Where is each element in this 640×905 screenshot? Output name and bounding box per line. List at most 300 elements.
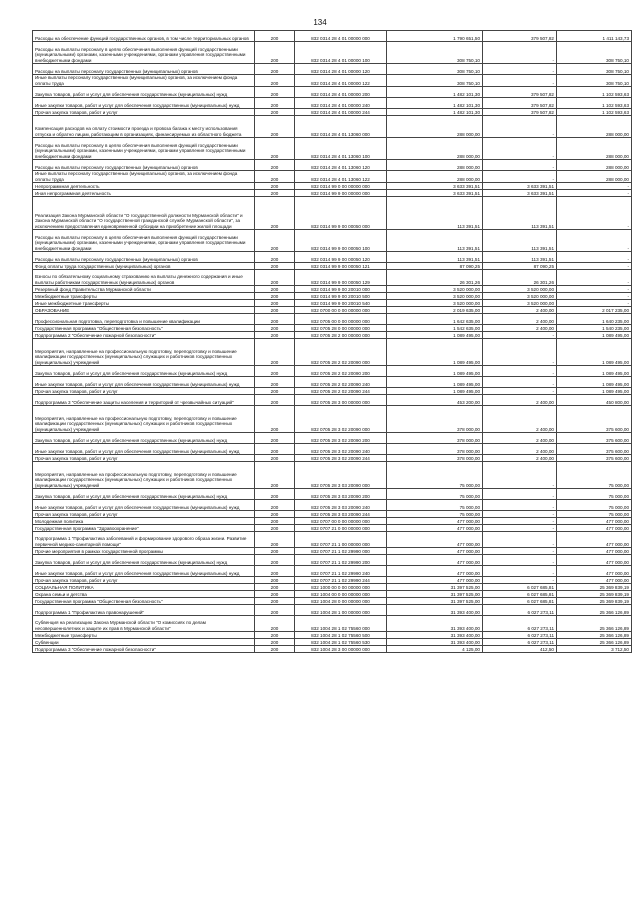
row-executed-amount: - — [483, 500, 557, 511]
row-name: СОЦИАЛЬНАЯ ПОЛИТИКА — [33, 584, 255, 591]
row-unexecuted-amount: - — [557, 230, 632, 252]
row-classifier-code: 832 0314 99 9 00 20010 540 — [295, 300, 387, 307]
row-classifier-code: 832 0314 28 4 01 13060 122 — [295, 171, 387, 183]
row-name: Иные закупки товаров, работ и услуг для обеспечения государственных (муниципальных) нужд — [33, 98, 255, 109]
row-code: 200 — [255, 406, 295, 433]
table-row — [33, 455, 632, 462]
table-row — [33, 555, 632, 566]
row-name: Межбюджетные трансферты — [33, 632, 255, 639]
row-approved-amount: 1 542 635,00 — [387, 325, 483, 332]
row-code: 200 — [255, 31, 295, 42]
row-code: 200 — [255, 87, 295, 98]
row-code: 200 — [255, 230, 295, 252]
row-name: Иная непрограммная деятельность — [33, 190, 255, 197]
row-classifier-code: 832 0314 28 4 01 00000 200 — [295, 87, 387, 98]
row-classifier-code: 832 0707 21 1 00 00000 000 — [295, 532, 387, 548]
table-row — [33, 566, 632, 577]
row-name: Расходы на выплаты персоналу в целях обеспечения выполнения функций государственными (муниципальными) органами, казенными учреждениями, органами управления государственными внебюджетными фондами — [33, 230, 255, 252]
row-unexecuted-amount: 1 102 593,63 — [557, 109, 632, 116]
row-code: 200 — [255, 171, 295, 183]
row-approved-amount: 1 089 495,00 — [387, 339, 483, 366]
row-unexecuted-amount: 477 000,00 — [557, 548, 632, 555]
row-classifier-code: 832 0314 99 9 00 00050 121 — [295, 263, 387, 270]
row-unexecuted-amount: 1 411 143,73 — [557, 31, 632, 42]
row-classifier-code: 832 0314 28 4 01 00000 120 — [295, 64, 387, 75]
budget-execution-table — [32, 30, 632, 653]
row-approved-amount: 31 393 400,00 — [387, 605, 483, 616]
table-row — [33, 31, 632, 42]
row-code: 200 — [255, 511, 295, 518]
row-executed-amount: - — [483, 548, 557, 555]
row-approved-amount: 477 000,00 — [387, 566, 483, 577]
table-row — [33, 98, 632, 109]
row-code: 200 — [255, 616, 295, 632]
table-row — [33, 160, 632, 171]
table-row — [33, 377, 632, 388]
table-row — [33, 532, 632, 548]
row-classifier-code: 832 0314 28 4 01 00000 000 — [295, 31, 387, 42]
table-row — [33, 286, 632, 293]
row-classifier-code: 832 0705 28 3 02 20090 000 — [295, 406, 387, 433]
row-code: 200 — [255, 98, 295, 109]
row-classifier-code: 832 0707 21 1 02 29990 200 — [295, 555, 387, 566]
row-executed-amount: - — [483, 42, 557, 64]
row-approved-amount: 378 000,00 — [387, 444, 483, 455]
row-name: Иные закупки товаров, работ и услуг для обеспечения государственных (муниципальных) нужд — [33, 566, 255, 577]
row-classifier-code: 832 0314 99 9 00 00050 120 — [295, 252, 387, 263]
table-row — [33, 263, 632, 270]
row-name: Реализация Закона Мурманской области "О государственной должности Мурманской области" и Закона Мурманской области "О государственной гражданской службе Мурманской области", за исключением предоставления единовременной субсидии на приобретение жилой площади — [33, 197, 255, 230]
row-name: Иные закупки товаров, работ и услуг для обеспечения государственных (муниципальных) нужд — [33, 500, 255, 511]
row-unexecuted-amount: 25 366 126,89 — [557, 616, 632, 632]
row-code: 200 — [255, 377, 295, 388]
row-unexecuted-amount: - — [557, 263, 632, 270]
row-code: 200 — [255, 584, 295, 591]
table-row — [33, 314, 632, 325]
row-executed-amount: 2 400,00 — [483, 406, 557, 433]
row-classifier-code: 832 0314 99 9 00 20010 500 — [295, 293, 387, 300]
row-classifier-code: 832 0314 99 0 00 00000 000 — [295, 183, 387, 190]
row-classifier-code: 832 0314 28 4 01 13060 120 — [295, 160, 387, 171]
row-unexecuted-amount: 25 369 839,19 — [557, 584, 632, 591]
row-approved-amount: 2 019 635,00 — [387, 307, 483, 314]
row-code: 200 — [255, 307, 295, 314]
row-approved-amount: 3 520 000,00 — [387, 300, 483, 307]
row-unexecuted-amount: 477 000,00 — [557, 525, 632, 532]
row-unexecuted-amount: 308 750,10 — [557, 42, 632, 64]
row-unexecuted-amount: 25 366 126,89 — [557, 639, 632, 646]
row-unexecuted-amount: - — [557, 252, 632, 263]
table-row — [33, 598, 632, 605]
row-name: Молодежная политика — [33, 518, 255, 525]
row-approved-amount: 308 750,10 — [387, 75, 483, 87]
row-code: 200 — [255, 591, 295, 598]
row-approved-amount: 31 393 400,00 — [387, 616, 483, 632]
table-row — [33, 646, 632, 653]
row-classifier-code: 832 0705 28 3 03 20090 240 — [295, 500, 387, 511]
row-executed-amount: - — [483, 377, 557, 388]
row-approved-amount: 4 125,00 — [387, 646, 483, 653]
row-code: 200 — [255, 109, 295, 116]
row-unexecuted-amount: - — [557, 197, 632, 230]
row-classifier-code: 832 0705 28 3 02 20090 240 — [295, 444, 387, 455]
table-row — [33, 270, 632, 286]
table-row — [33, 197, 632, 230]
row-classifier-code: 832 0705 28 2 02 20090 000 — [295, 339, 387, 366]
row-name: Иные межбюджетные трансферты — [33, 300, 255, 307]
table-row — [33, 300, 632, 307]
row-unexecuted-amount: - — [557, 300, 632, 307]
row-code: 200 — [255, 500, 295, 511]
row-code: 200 — [255, 532, 295, 548]
row-code: 200 — [255, 252, 295, 263]
table-row — [33, 87, 632, 98]
row-classifier-code: 832 1000 00 0 00 00000 000 — [295, 584, 387, 591]
row-name: Прочая закупка товаров, работ и услуг — [33, 511, 255, 518]
row-approved-amount: 87 090,25 — [387, 263, 483, 270]
row-name: Государственная программа "Здравоохранение" — [33, 525, 255, 532]
row-unexecuted-amount: 1 540 235,00 — [557, 325, 632, 332]
row-executed-amount: - — [483, 577, 557, 584]
row-code: 200 — [255, 598, 295, 605]
row-executed-amount: 2 400,00 — [483, 444, 557, 455]
row-unexecuted-amount: - — [557, 293, 632, 300]
table-row — [33, 171, 632, 183]
row-executed-amount: - — [483, 171, 557, 183]
row-classifier-code: 832 0707 00 0 00 00000 000 — [295, 518, 387, 525]
row-name: Субвенции — [33, 639, 255, 646]
row-approved-amount: 288 000,00 — [387, 116, 483, 138]
row-classifier-code: 832 0314 28 4 01 00000 244 — [295, 109, 387, 116]
row-unexecuted-amount: 477 000,00 — [557, 518, 632, 525]
row-executed-amount: 3 633 391,51 — [483, 190, 557, 197]
row-executed-amount: - — [483, 75, 557, 87]
row-approved-amount: 477 000,00 — [387, 577, 483, 584]
row-name: Расходы на выплаты персоналу государственных (муниципальных) органов — [33, 252, 255, 263]
row-executed-amount: - — [483, 339, 557, 366]
row-executed-amount: 113 391,51 — [483, 252, 557, 263]
row-approved-amount: 308 750,10 — [387, 64, 483, 75]
row-classifier-code: 832 1004 28 0 00 00000 000 — [295, 598, 387, 605]
table-row — [33, 332, 632, 339]
row-code: 200 — [255, 646, 295, 653]
row-executed-amount: 6 027 685,81 — [483, 584, 557, 591]
row-code: 200 — [255, 455, 295, 462]
row-classifier-code: 832 0314 99 9 00 00000 000 — [295, 190, 387, 197]
row-name: Субвенция на реализацию Закона Мурманской области "О комиссиях по делам несовершеннолетних и защите их прав в Мурманской области" — [33, 616, 255, 632]
row-unexecuted-amount: 450 800,00 — [557, 395, 632, 406]
row-classifier-code: 832 0314 28 4 01 00000 240 — [295, 98, 387, 109]
row-executed-amount: - — [483, 511, 557, 518]
table-row — [33, 42, 632, 64]
row-code: 200 — [255, 42, 295, 64]
table-row — [33, 511, 632, 518]
row-code: 200 — [255, 462, 295, 489]
row-executed-amount: 113 391,51 — [483, 230, 557, 252]
row-executed-amount: 26 301,26 — [483, 270, 557, 286]
table-row — [33, 109, 632, 116]
row-unexecuted-amount: 25 366 126,89 — [557, 632, 632, 639]
row-name: Прочая закупка товаров, работ и услуг — [33, 109, 255, 116]
row-executed-amount: 3 520 000,00 — [483, 300, 557, 307]
row-code: 200 — [255, 489, 295, 500]
table-row — [33, 639, 632, 646]
row-code: 200 — [255, 444, 295, 455]
table-row — [33, 518, 632, 525]
row-unexecuted-amount: 1 089 495,00 — [557, 339, 632, 366]
row-unexecuted-amount: 3 712,50 — [557, 646, 632, 653]
row-name: Закупка товаров, работ и услуг для обеспечения государственных (муниципальных) нужд — [33, 433, 255, 444]
row-name: Взносы по обязательному социальному страхованию на выплаты денежного содержания и иные выплаты работникам государственных (муниципальных) органов — [33, 270, 255, 286]
row-code: 200 — [255, 332, 295, 339]
row-executed-amount: 2 400,00 — [483, 433, 557, 444]
row-code: 200 — [255, 325, 295, 332]
row-unexecuted-amount: 75 000,00 — [557, 511, 632, 518]
row-name: Государственная программа "Общественная безопасность" — [33, 598, 255, 605]
row-name: Государственная программа "Общественная безопасность" — [33, 325, 255, 332]
row-executed-amount: 2 400,00 — [483, 307, 557, 314]
row-executed-amount: 379 507,82 — [483, 109, 557, 116]
row-classifier-code: 832 1004 28 1 00 00000 000 — [295, 605, 387, 616]
row-executed-amount: 6 027 685,81 — [483, 598, 557, 605]
page-number: 134 — [313, 18, 327, 27]
table-row — [33, 433, 632, 444]
row-name: Иные выплаты персоналу государственных (муниципальных) органов, за исключением фонда оплаты труда — [33, 75, 255, 87]
table-row — [33, 252, 632, 263]
table-row — [33, 293, 632, 300]
row-executed-amount: 2 400,00 — [483, 325, 557, 332]
row-unexecuted-amount: 288 000,00 — [557, 160, 632, 171]
row-name: Расходы на выплаты персоналу в целях обеспечения выполнения функций государственными (муниципальными) органами, казенными учреждениями, органами управления государственными внебюджетными фондами — [33, 138, 255, 160]
row-code: 200 — [255, 555, 295, 566]
table-row — [33, 489, 632, 500]
row-code: 200 — [255, 75, 295, 87]
row-executed-amount: 113 391,51 — [483, 197, 557, 230]
row-unexecuted-amount: - — [557, 183, 632, 190]
row-classifier-code: 832 0314 28 4 01 13060 000 — [295, 116, 387, 138]
row-approved-amount: 308 750,10 — [387, 42, 483, 64]
row-executed-amount: - — [483, 518, 557, 525]
row-classifier-code: 832 0705 00 0 00 00000 000 — [295, 314, 387, 325]
table-row — [33, 462, 632, 489]
row-executed-amount: - — [483, 160, 557, 171]
row-code: 200 — [255, 197, 295, 230]
row-name: Закупка товаров, работ и услуг для обеспечения государственных (муниципальных) нужд — [33, 555, 255, 566]
row-approved-amount: 31 397 525,00 — [387, 598, 483, 605]
row-name: Расходы на выплаты персоналу государственных (муниципальных) органов — [33, 160, 255, 171]
row-name: Подпрограмма 2 "Обеспечение пожарной безопасности" — [33, 332, 255, 339]
row-name: Подпрограмма 1 "Профилактика заболеваний и формирование здорового образа жизни. Развитие первичной медико-санитарной помощи" — [33, 532, 255, 548]
row-unexecuted-amount: 477 000,00 — [557, 555, 632, 566]
table-row — [33, 500, 632, 511]
row-code: 200 — [255, 300, 295, 307]
row-executed-amount: - — [483, 555, 557, 566]
row-executed-amount: 6 027 273,11 — [483, 616, 557, 632]
row-name: Фонд оплаты труда государственных (муниципальных) органов — [33, 263, 255, 270]
row-classifier-code: 832 0707 21 1 02 29990 240 — [295, 566, 387, 577]
row-executed-amount: 379 507,82 — [483, 87, 557, 98]
row-unexecuted-amount: 375 600,00 — [557, 433, 632, 444]
row-approved-amount: 1 089 495,00 — [387, 332, 483, 339]
row-classifier-code: 832 0705 28 2 02 20090 240 — [295, 377, 387, 388]
row-classifier-code: 832 1004 00 0 00 00000 000 — [295, 591, 387, 598]
row-unexecuted-amount: 288 000,00 — [557, 116, 632, 138]
row-code: 200 — [255, 518, 295, 525]
row-name: Компенсация расходов на оплату стоимости проезда и провоза багажа к месту использования отпуска и обратно лицам, работающим в организациях, финансируемых из областного бюджета — [33, 116, 255, 138]
row-approved-amount: 1 089 495,00 — [387, 388, 483, 395]
row-classifier-code: 832 0705 28 3 00 00000 000 — [295, 395, 387, 406]
row-executed-amount: - — [483, 116, 557, 138]
row-classifier-code: 832 0707 21 1 02 29990 244 — [295, 577, 387, 584]
row-unexecuted-amount: 1 102 593,63 — [557, 87, 632, 98]
row-executed-amount: 6 027 273,11 — [483, 605, 557, 616]
row-executed-amount: - — [483, 532, 557, 548]
row-classifier-code: 832 0314 99 9 00 00050 100 — [295, 230, 387, 252]
row-code: 200 — [255, 116, 295, 138]
row-approved-amount: 113 391,51 — [387, 252, 483, 263]
row-name: Подпрограмма 3 "Обеспечение пожарной безопасности" — [33, 646, 255, 653]
row-approved-amount: 477 000,00 — [387, 555, 483, 566]
row-executed-amount: - — [483, 566, 557, 577]
row-approved-amount: 3 633 391,51 — [387, 183, 483, 190]
row-code: 200 — [255, 160, 295, 171]
row-name: Подпрограмма 1 "Профилактика правонарушений" — [33, 605, 255, 616]
row-unexecuted-amount: 477 000,00 — [557, 566, 632, 577]
row-code: 200 — [255, 270, 295, 286]
row-code: 200 — [255, 314, 295, 325]
row-classifier-code: 832 0700 00 0 00 00000 000 — [295, 307, 387, 314]
row-approved-amount: 378 000,00 — [387, 433, 483, 444]
row-executed-amount: - — [483, 489, 557, 500]
row-executed-amount: 379 507,82 — [483, 31, 557, 42]
row-code: 200 — [255, 263, 295, 270]
row-name: Иные закупки товаров, работ и услуг для обеспечения государственных (муниципальных) нужд — [33, 444, 255, 455]
row-approved-amount: 1 089 495,00 — [387, 377, 483, 388]
row-approved-amount: 75 000,00 — [387, 462, 483, 489]
row-code: 200 — [255, 632, 295, 639]
row-code: 200 — [255, 566, 295, 577]
row-classifier-code: 832 0314 28 4 01 00000 122 — [295, 75, 387, 87]
row-name: Профессиональная подготовка, переподготовка и повышение квалификации — [33, 314, 255, 325]
table-row — [33, 444, 632, 455]
row-unexecuted-amount: 308 750,10 — [557, 64, 632, 75]
row-name: Иные закупки товаров, работ и услуг для обеспечения государственных (муниципальных) нужд — [33, 377, 255, 388]
row-approved-amount: 477 000,00 — [387, 532, 483, 548]
row-code: 200 — [255, 639, 295, 646]
row-executed-amount: 2 400,00 — [483, 455, 557, 462]
row-name: Мероприятия, направленные на профессиональную подготовку, переподготовку и повышение квалификации государственных (муниципальных) служащих и работников государственных (муниципальных) учреждений — [33, 462, 255, 489]
row-unexecuted-amount: 25 369 839,19 — [557, 591, 632, 598]
row-name: Расходы на обеспечение функций государственных органов, в том числе территориальных органов — [33, 31, 255, 42]
row-unexecuted-amount: 25 366 126,89 — [557, 605, 632, 616]
row-approved-amount: 31 397 525,00 — [387, 591, 483, 598]
row-unexecuted-amount: 477 000,00 — [557, 577, 632, 584]
row-unexecuted-amount: 375 600,00 — [557, 444, 632, 455]
row-approved-amount: 1 089 495,00 — [387, 366, 483, 377]
table-row — [33, 75, 632, 87]
row-approved-amount: 31 397 525,00 — [387, 584, 483, 591]
row-code: 200 — [255, 548, 295, 555]
row-approved-amount: 113 391,51 — [387, 197, 483, 230]
row-unexecuted-amount: 1 089 495,00 — [557, 332, 632, 339]
row-code: 200 — [255, 577, 295, 584]
row-unexecuted-amount: 375 600,00 — [557, 455, 632, 462]
row-name: ОБРАЗОВАНИЕ — [33, 307, 255, 314]
table-row — [33, 190, 632, 197]
row-unexecuted-amount: - — [557, 286, 632, 293]
row-approved-amount: 113 391,51 — [387, 230, 483, 252]
row-name: Закупка товаров, работ и услуг для обеспечения государственных (муниципальных) нужд — [33, 489, 255, 500]
table-row — [33, 395, 632, 406]
row-code: 200 — [255, 138, 295, 160]
row-executed-amount: 3 520 000,00 — [483, 286, 557, 293]
row-name: Закупка товаров, работ и услуг для обеспечения государственных (муниципальных) нужд — [33, 87, 255, 98]
row-unexecuted-amount: - — [557, 190, 632, 197]
row-executed-amount: 6 027 273,11 — [483, 632, 557, 639]
row-classifier-code: 832 0314 28 4 01 13060 100 — [295, 138, 387, 160]
row-approved-amount: 1 482 101,30 — [387, 109, 483, 116]
row-executed-amount: - — [483, 64, 557, 75]
row-classifier-code: 832 0705 28 2 00 00000 000 — [295, 332, 387, 339]
table-row — [33, 366, 632, 377]
table-row — [33, 406, 632, 433]
table-row — [33, 632, 632, 639]
row-unexecuted-amount: 25 369 839,19 — [557, 598, 632, 605]
table-row — [33, 605, 632, 616]
row-code: 200 — [255, 190, 295, 197]
row-approved-amount: 1 482 101,30 — [387, 98, 483, 109]
row-code: 200 — [255, 525, 295, 532]
table-row — [33, 183, 632, 190]
row-classifier-code: 832 0705 28 3 02 20090 244 — [295, 455, 387, 462]
row-approved-amount: 75 000,00 — [387, 500, 483, 511]
row-executed-amount: 379 507,82 — [483, 98, 557, 109]
row-executed-amount: 87 090,25 — [483, 263, 557, 270]
table-row — [33, 339, 632, 366]
row-name: Прочая закупка товаров, работ и услуг — [33, 577, 255, 584]
row-classifier-code: 832 0314 99 9 00 20010 000 — [295, 286, 387, 293]
row-code: 200 — [255, 183, 295, 190]
row-approved-amount: 26 301,26 — [387, 270, 483, 286]
table-row — [33, 577, 632, 584]
row-unexecuted-amount: 308 750,10 — [557, 75, 632, 87]
row-name: Мероприятия, направленные на профессиональную подготовку, переподготовку и повышение квалификации государственных (муниципальных) служащих и работников государственных (муниципальных) учреждений — [33, 406, 255, 433]
row-executed-amount: - — [483, 366, 557, 377]
row-unexecuted-amount: 75 000,00 — [557, 462, 632, 489]
row-name: Прочая закупка товаров, работ и услуг — [33, 388, 255, 395]
row-executed-amount: - — [483, 138, 557, 160]
row-unexecuted-amount: - — [557, 270, 632, 286]
row-classifier-code: 832 0705 28 3 03 20090 244 — [295, 511, 387, 518]
row-approved-amount: 378 000,00 — [387, 406, 483, 433]
row-approved-amount: 288 000,00 — [387, 138, 483, 160]
row-executed-amount: 3 520 000,00 — [483, 293, 557, 300]
row-executed-amount: - — [483, 462, 557, 489]
row-executed-amount: 412,50 — [483, 646, 557, 653]
row-executed-amount: - — [483, 388, 557, 395]
row-unexecuted-amount: 75 000,00 — [557, 500, 632, 511]
row-unexecuted-amount: 375 600,00 — [557, 406, 632, 433]
row-name: Резервный фонд Правительства Мурманской области — [33, 286, 255, 293]
table-row — [33, 616, 632, 632]
row-classifier-code: 832 0707 21 0 00 00000 000 — [295, 525, 387, 532]
row-code: 200 — [255, 339, 295, 366]
row-name: Подпрограмма 3 "Обеспечение защиты населения и территорий от чрезвычайных ситуаций" — [33, 395, 255, 406]
row-unexecuted-amount: 2 017 235,00 — [557, 307, 632, 314]
table-row — [33, 64, 632, 75]
row-classifier-code: 832 0705 28 3 03 20090 200 — [295, 489, 387, 500]
table-row — [33, 591, 632, 598]
